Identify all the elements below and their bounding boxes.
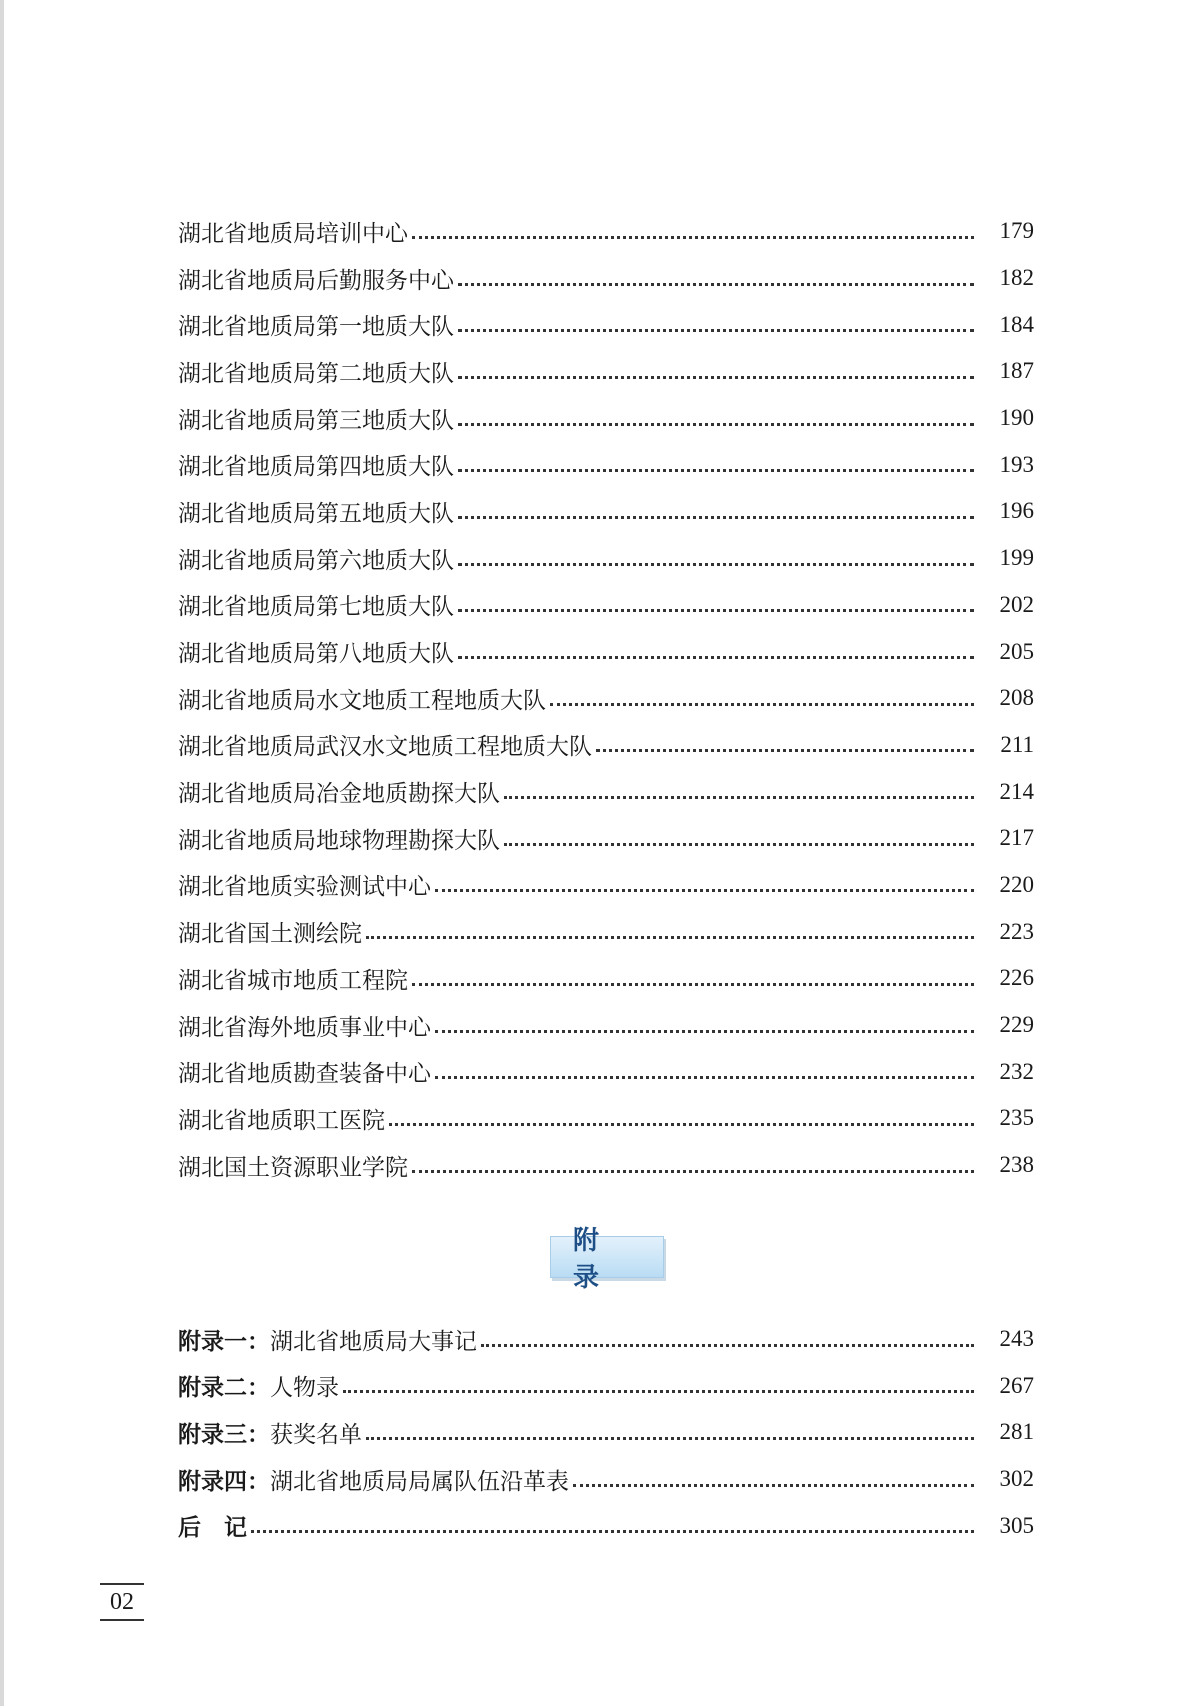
dot-leader bbox=[481, 1344, 974, 1347]
appendix-prefix: 附录三： bbox=[178, 1421, 270, 1448]
dot-leader bbox=[458, 469, 974, 472]
entry-title: 湖北省地质局地球物理勘探大队 bbox=[178, 827, 500, 854]
entry-title: 湖北省地质局第八地质大队 bbox=[178, 641, 454, 668]
entry-title: 湖北省地质局水文地质工程地质大队 bbox=[178, 687, 546, 714]
dot-leader bbox=[389, 1123, 974, 1126]
page-folio: 02 bbox=[100, 1583, 144, 1621]
dot-leader bbox=[366, 936, 974, 939]
entry-page: 193 bbox=[999, 451, 1034, 477]
dot-leader bbox=[366, 1437, 974, 1440]
toc-entry[interactable] bbox=[178, 768, 1034, 815]
toc-entry[interactable] bbox=[178, 1142, 1034, 1189]
entry-page: 302 bbox=[999, 1466, 1034, 1492]
entry-title: 湖北省地质局第五地质大队 bbox=[178, 500, 454, 527]
toc-entry[interactable] bbox=[178, 1002, 1034, 1049]
toc-entry[interactable] bbox=[178, 908, 1034, 955]
entry-title: 湖北省地质局局属队伍沿革表 bbox=[270, 1468, 569, 1495]
entry-page: 211 bbox=[1000, 731, 1034, 757]
dot-leader bbox=[596, 749, 974, 752]
entry-page: 238 bbox=[999, 1152, 1034, 1178]
toc-entry[interactable] bbox=[178, 208, 1034, 255]
entry-page: 182 bbox=[999, 265, 1034, 291]
dot-leader bbox=[435, 1030, 974, 1033]
toc-entry[interactable] bbox=[178, 955, 1034, 1002]
entry-title: 湖北省地质局武汉水文地质工程地质大队 bbox=[178, 734, 592, 761]
toc-entry[interactable] bbox=[178, 722, 1034, 769]
dot-leader bbox=[343, 1390, 974, 1393]
entry-page: 243 bbox=[999, 1326, 1034, 1352]
toc-entry[interactable] bbox=[178, 1095, 1034, 1142]
toc-entry[interactable] bbox=[178, 815, 1034, 862]
afterword-label: 后 记 bbox=[178, 1515, 247, 1542]
entry-page: 202 bbox=[999, 591, 1034, 617]
entry-page: 223 bbox=[999, 918, 1034, 944]
dot-leader bbox=[458, 329, 974, 332]
entry-page: 232 bbox=[999, 1058, 1034, 1084]
entry-title: 湖北省地质局大事记 bbox=[270, 1328, 477, 1355]
dot-leader bbox=[435, 889, 974, 892]
entry-title: 湖北省地质局第四地质大队 bbox=[178, 454, 454, 481]
entry-title: 湖北省地质局第七地质大队 bbox=[178, 594, 454, 621]
toc-entry[interactable] bbox=[178, 535, 1034, 582]
entry-page: 281 bbox=[999, 1419, 1034, 1445]
entry-title: 湖北省地质局后勤服务中心 bbox=[178, 267, 454, 294]
entry-title: 湖北省城市地质工程院 bbox=[178, 967, 408, 994]
dot-leader bbox=[251, 1530, 974, 1533]
entry-title: 湖北省国土测绘院 bbox=[178, 921, 362, 948]
entry-page: 179 bbox=[999, 218, 1034, 244]
appendix-entry[interactable] bbox=[178, 1409, 1034, 1456]
entry-title: 湖北省地质职工医院 bbox=[178, 1107, 385, 1134]
entry-page: 205 bbox=[999, 638, 1034, 664]
entry-title: 湖北省海外地质事业中心 bbox=[178, 1014, 431, 1041]
appendix-prefix: 附录一： bbox=[178, 1328, 270, 1355]
entry-page: 214 bbox=[999, 778, 1034, 804]
dot-leader bbox=[458, 609, 974, 612]
dot-leader bbox=[550, 703, 974, 706]
dot-leader bbox=[573, 1484, 974, 1487]
dot-leader bbox=[458, 376, 974, 379]
entry-page: 184 bbox=[999, 311, 1034, 337]
entry-page: 187 bbox=[999, 358, 1034, 384]
appendix-prefix: 附录二： bbox=[178, 1375, 270, 1402]
appendix-section-title: 附录 bbox=[550, 1236, 664, 1278]
dot-leader bbox=[412, 236, 974, 239]
toc-entry[interactable] bbox=[178, 862, 1034, 909]
appendix-entry[interactable] bbox=[178, 1316, 1034, 1363]
dot-leader bbox=[504, 843, 974, 846]
entry-title: 湖北国土资源职业学院 bbox=[178, 1154, 408, 1181]
toc-entry[interactable] bbox=[178, 348, 1034, 395]
appendix-prefix: 附录四： bbox=[178, 1468, 270, 1495]
entry-page: 196 bbox=[999, 498, 1034, 524]
appendix-entry[interactable] bbox=[178, 1363, 1034, 1410]
entry-title: 人物录 bbox=[270, 1375, 339, 1402]
toc-main-list bbox=[178, 208, 1034, 1188]
dot-leader bbox=[412, 983, 974, 986]
entry-title: 获奖名单 bbox=[270, 1421, 362, 1448]
entry-page: 217 bbox=[999, 825, 1034, 851]
dot-leader bbox=[458, 563, 974, 566]
entry-title: 湖北省地质局培训中心 bbox=[178, 220, 408, 247]
toc-entry[interactable] bbox=[178, 255, 1034, 302]
entry-page: 190 bbox=[999, 405, 1034, 431]
toc-appendix-list bbox=[178, 1316, 1034, 1549]
toc-entry[interactable] bbox=[178, 395, 1034, 442]
appendix-entry[interactable] bbox=[178, 1456, 1034, 1503]
dot-leader bbox=[458, 656, 974, 659]
toc-entry[interactable] bbox=[178, 488, 1034, 535]
dot-leader bbox=[458, 283, 974, 286]
toc-entry[interactable] bbox=[178, 582, 1034, 629]
entry-page: 220 bbox=[999, 871, 1034, 897]
entry-title: 湖北省地质局第一地质大队 bbox=[178, 314, 454, 341]
entry-page: 208 bbox=[999, 685, 1034, 711]
entry-title: 湖北省地质实验测试中心 bbox=[178, 874, 431, 901]
toc-entry[interactable] bbox=[178, 675, 1034, 722]
dot-leader bbox=[435, 1076, 974, 1079]
toc-entry[interactable] bbox=[178, 441, 1034, 488]
entry-title: 湖北省地质局第二地质大队 bbox=[178, 360, 454, 387]
entry-title: 湖北省地质局第三地质大队 bbox=[178, 407, 454, 434]
entry-page: 226 bbox=[999, 965, 1034, 991]
entry-page: 229 bbox=[999, 1012, 1034, 1038]
dot-leader bbox=[504, 796, 974, 799]
dot-leader bbox=[458, 516, 974, 519]
entry-page: 199 bbox=[999, 545, 1034, 571]
dot-leader bbox=[412, 1170, 974, 1173]
toc-entry[interactable] bbox=[178, 301, 1034, 348]
dot-leader bbox=[458, 423, 974, 426]
entry-page: 305 bbox=[999, 1512, 1034, 1538]
entry-page: 235 bbox=[999, 1105, 1034, 1131]
entry-title: 湖北省地质局第六地质大队 bbox=[178, 547, 454, 574]
toc-entry[interactable] bbox=[178, 1048, 1034, 1095]
entry-title: 湖北省地质局冶金地质勘探大队 bbox=[178, 781, 500, 808]
afterword-entry[interactable] bbox=[178, 1502, 1034, 1549]
entry-page: 267 bbox=[999, 1372, 1034, 1398]
entry-title: 湖北省地质勘查装备中心 bbox=[178, 1061, 431, 1088]
page-edge bbox=[0, 0, 4, 1706]
toc-entry[interactable] bbox=[178, 628, 1034, 675]
